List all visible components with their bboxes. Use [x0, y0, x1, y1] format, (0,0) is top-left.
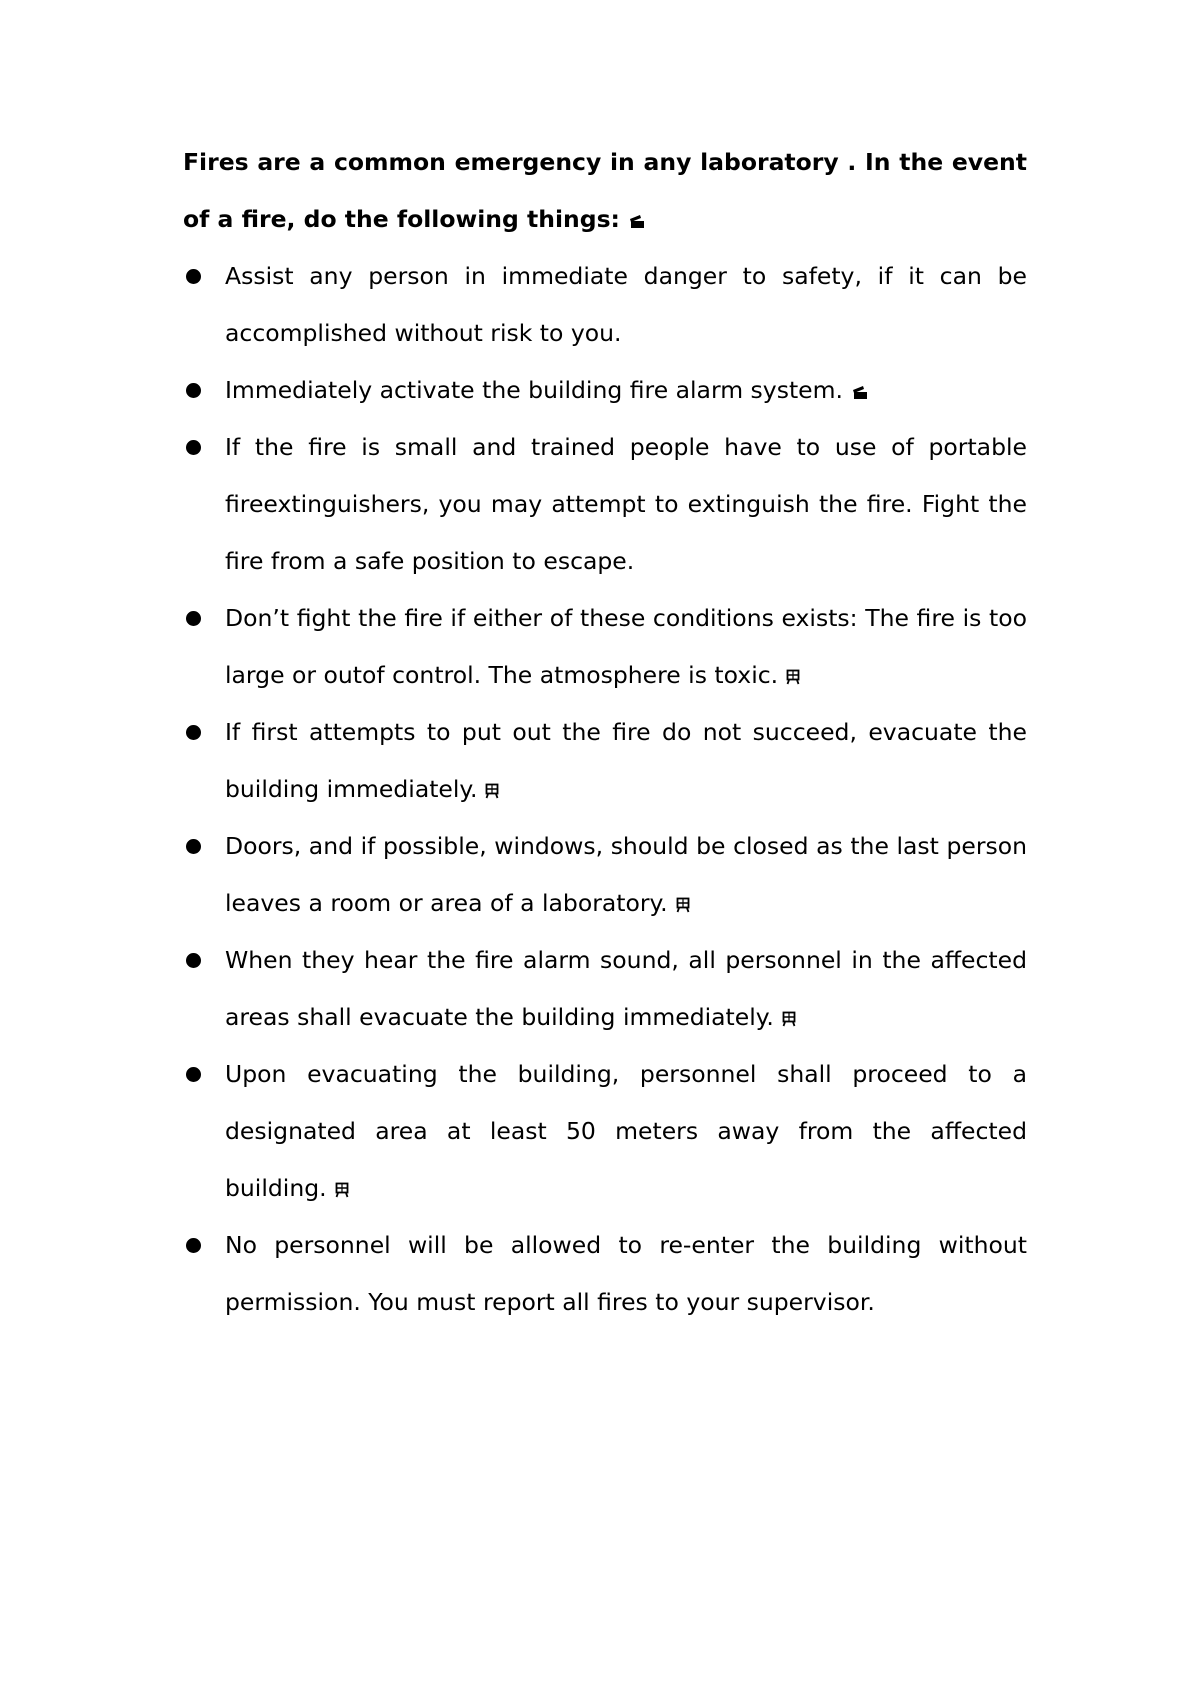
list-item-text: Assist any person in immediate danger to safety, if it can be accomplished without risk to you. [225, 262, 1027, 347]
list-item [183, 818, 1027, 932]
box-icon [485, 783, 499, 799]
intro-paragraph [183, 134, 1027, 248]
box-icon [782, 1011, 796, 1027]
bullet-icon [186, 1238, 201, 1253]
list-item-text: Don’t fight the fire if either of these conditions exists: The fire is too large or outof control. The atmosphere is toxic. [225, 604, 1027, 689]
list-item-text: When they hear the fire alarm sound, all personnel in the affected areas shall evacuate the building immediately. [225, 946, 1027, 1031]
list-item-text: If first attempts to put out the fire do not succeed, evacuate the building immediately. [225, 718, 1027, 803]
list-item-text: No personnel will be allowed to re-enter the building without permission. You must report all fires to your supervisor. [225, 1231, 1027, 1316]
marker-icon [628, 211, 646, 229]
list-item [183, 932, 1027, 1046]
list-item-text: Doors, and if possible, windows, should be closed as the last person leaves a room or area of a laboratory. [225, 832, 1027, 917]
list-item [183, 704, 1027, 818]
list-item [183, 362, 1027, 419]
bullet-icon [186, 383, 201, 398]
box-icon [335, 1182, 349, 1198]
document-page [183, 134, 1027, 1331]
list-item-text: Upon evacuating the building, personnel shall proceed to a designated area at least 50 meters away from the affected building. [225, 1060, 1027, 1202]
intro-text: Fires are a common emergency in any laboratory . In the event of a fire, do the following things: [183, 148, 1027, 233]
list-item-text: Immediately activate the building fire alarm system. [225, 376, 843, 404]
list-item [183, 590, 1027, 704]
box-icon [786, 669, 800, 685]
list-item [183, 248, 1027, 362]
bullet-icon [186, 1067, 201, 1082]
list-item-text: If the fire is small and trained people have to use of portable fireextinguishers, you may attempt to extinguish the fire. Fight the fire from a safe position to escape. [225, 433, 1027, 575]
bullet-icon [186, 611, 201, 626]
list-item [183, 1046, 1027, 1217]
list-item [183, 1217, 1027, 1331]
instruction-list [183, 248, 1027, 1331]
bullet-icon [186, 953, 201, 968]
bullet-icon [186, 725, 201, 740]
bullet-icon [186, 269, 201, 284]
box-icon [676, 897, 690, 913]
bullet-icon [186, 839, 201, 854]
marker-icon [851, 382, 869, 400]
list-item [183, 419, 1027, 590]
bullet-icon [186, 440, 201, 455]
